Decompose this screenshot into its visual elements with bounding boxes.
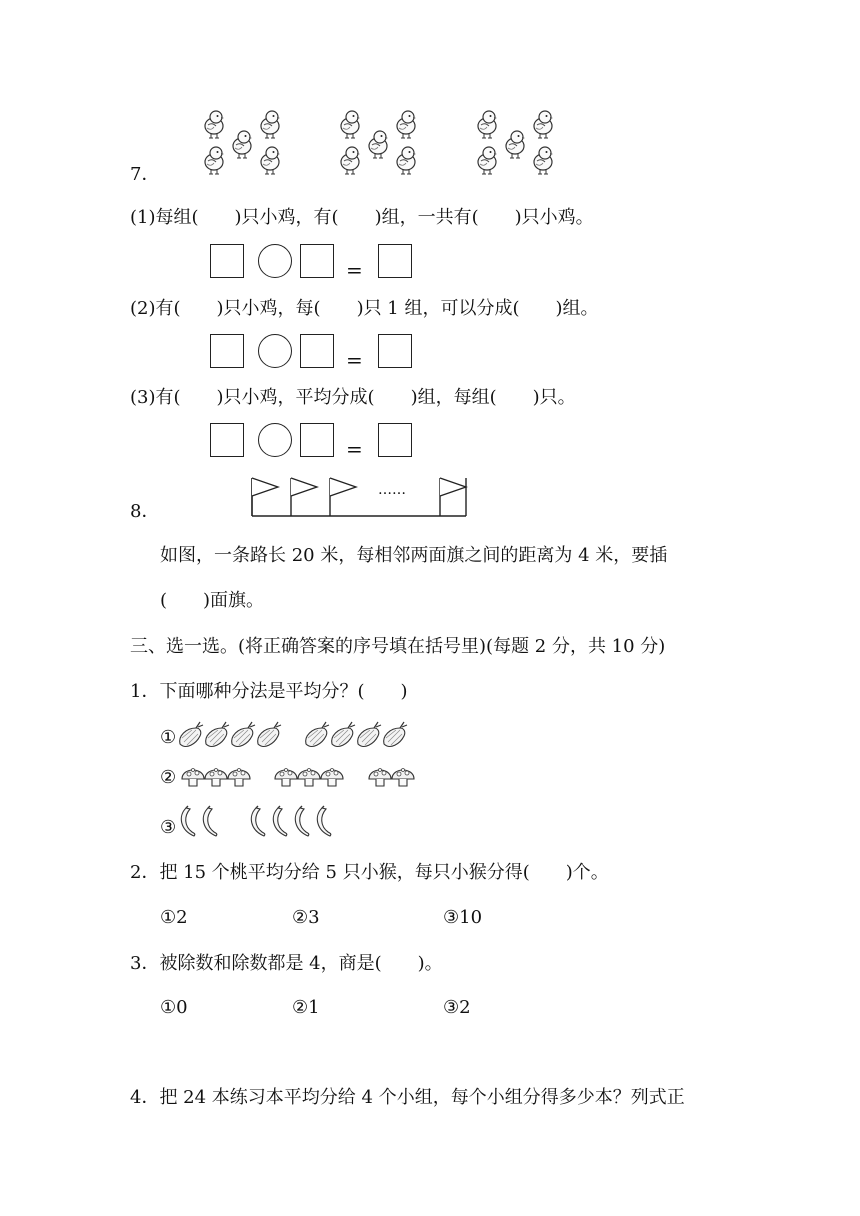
eggplant-groups	[0, 716, 860, 756]
equals-sign: =	[346, 258, 363, 282]
option-2-marker: ②	[160, 767, 177, 788]
banana-icon	[317, 806, 331, 836]
answer-box[interactable]	[378, 244, 412, 278]
mushroom-icon	[275, 769, 297, 787]
flag-icon	[440, 478, 466, 516]
chick-group	[478, 111, 553, 174]
answer-box[interactable]	[300, 334, 334, 368]
mushroom-icon	[298, 769, 320, 787]
question-7-number: 7．	[130, 164, 160, 185]
flags-on-road-diagram	[0, 468, 860, 528]
banana-icon	[273, 806, 287, 836]
choice-question-4: 4．把 24 本练习本平均分给 4 个小组，每个小组分得多少本？列式正	[130, 1087, 685, 1108]
eggplant-icon	[232, 722, 255, 746]
answer-box[interactable]	[300, 244, 334, 278]
banana-icon	[295, 806, 309, 836]
choice-question-1: 1．下面哪种分法是平均分？( )	[130, 681, 408, 702]
eggplant-icon	[332, 722, 355, 746]
mushroom-icon	[392, 769, 414, 787]
eggplant-icon	[358, 722, 381, 746]
answer-box[interactable]	[210, 334, 244, 368]
option-3-marker: ③	[160, 817, 177, 838]
mushroom-icon	[205, 769, 227, 787]
option-1-marker: ①	[160, 727, 177, 748]
answer-box[interactable]	[300, 423, 334, 457]
eggplant-icon	[206, 722, 229, 746]
banana-icon	[181, 806, 195, 836]
mushroom-icon	[182, 769, 204, 787]
flags-ellipsis: ……	[378, 482, 406, 498]
answer-box[interactable]	[378, 423, 412, 457]
choice-option[interactable]: ②1	[292, 997, 320, 1018]
section-3-heading: 三、选一选。(将正确答案的序号填在括号里)(每题 2 分，共 10 分)	[130, 636, 666, 657]
banana-groups	[0, 802, 860, 842]
equals-sign: =	[346, 348, 363, 372]
equals-sign: =	[346, 437, 363, 461]
chick-group	[341, 111, 416, 174]
eggplant-icon	[258, 722, 281, 746]
banana-icon	[203, 806, 217, 836]
choice-question-2: 2．把 15 个桃平均分给 5 只小猴，每只小猴分得( )个。	[130, 862, 609, 883]
answer-box[interactable]	[378, 334, 412, 368]
mushroom-icon	[369, 769, 391, 787]
mushroom-icon	[228, 769, 250, 787]
eggplant-icon	[306, 722, 329, 746]
chick-groups-illustration	[0, 0, 860, 200]
mushroom-icon	[321, 769, 343, 787]
question-8-number: 8．	[130, 501, 160, 522]
flag-icon	[291, 478, 317, 516]
choice-option[interactable]: ③2	[443, 997, 471, 1018]
answer-box[interactable]	[210, 423, 244, 457]
question-7-part-1: (1)每组( )只小鸡，有( )组，一共有( )只小鸡。	[130, 207, 594, 228]
flag-icon	[252, 478, 278, 516]
answer-box[interactable]	[210, 244, 244, 278]
choice-option[interactable]: ②3	[292, 907, 320, 928]
operator-circle[interactable]	[258, 244, 292, 278]
chick-group	[205, 111, 280, 174]
operator-circle[interactable]	[258, 334, 292, 368]
choice-option[interactable]: ①0	[160, 997, 188, 1018]
choice-question-3: 3．被除数和除数都是 4，商是( )。	[130, 953, 443, 974]
banana-icon	[251, 806, 265, 836]
question-8-text-line-2: ( )面旗。	[160, 590, 265, 611]
flag-icon	[330, 478, 356, 516]
choice-option[interactable]: ③10	[443, 907, 483, 928]
question-8-text-line-1: 如图，一条路长 20 米，每相邻两面旗之间的距离为 4 米，要插	[160, 545, 668, 566]
operator-circle[interactable]	[258, 423, 292, 457]
mushroom-groups	[0, 758, 860, 798]
choice-option[interactable]: ①2	[160, 907, 188, 928]
question-7-part-2: (2)有( )只小鸡，每( )只 1 组，可以分成( )组。	[130, 298, 599, 319]
eggplant-icon	[180, 722, 203, 746]
eggplant-icon	[384, 722, 407, 746]
question-7-part-3: (3)有( )只小鸡，平均分成( )组，每组( )只。	[130, 387, 576, 408]
